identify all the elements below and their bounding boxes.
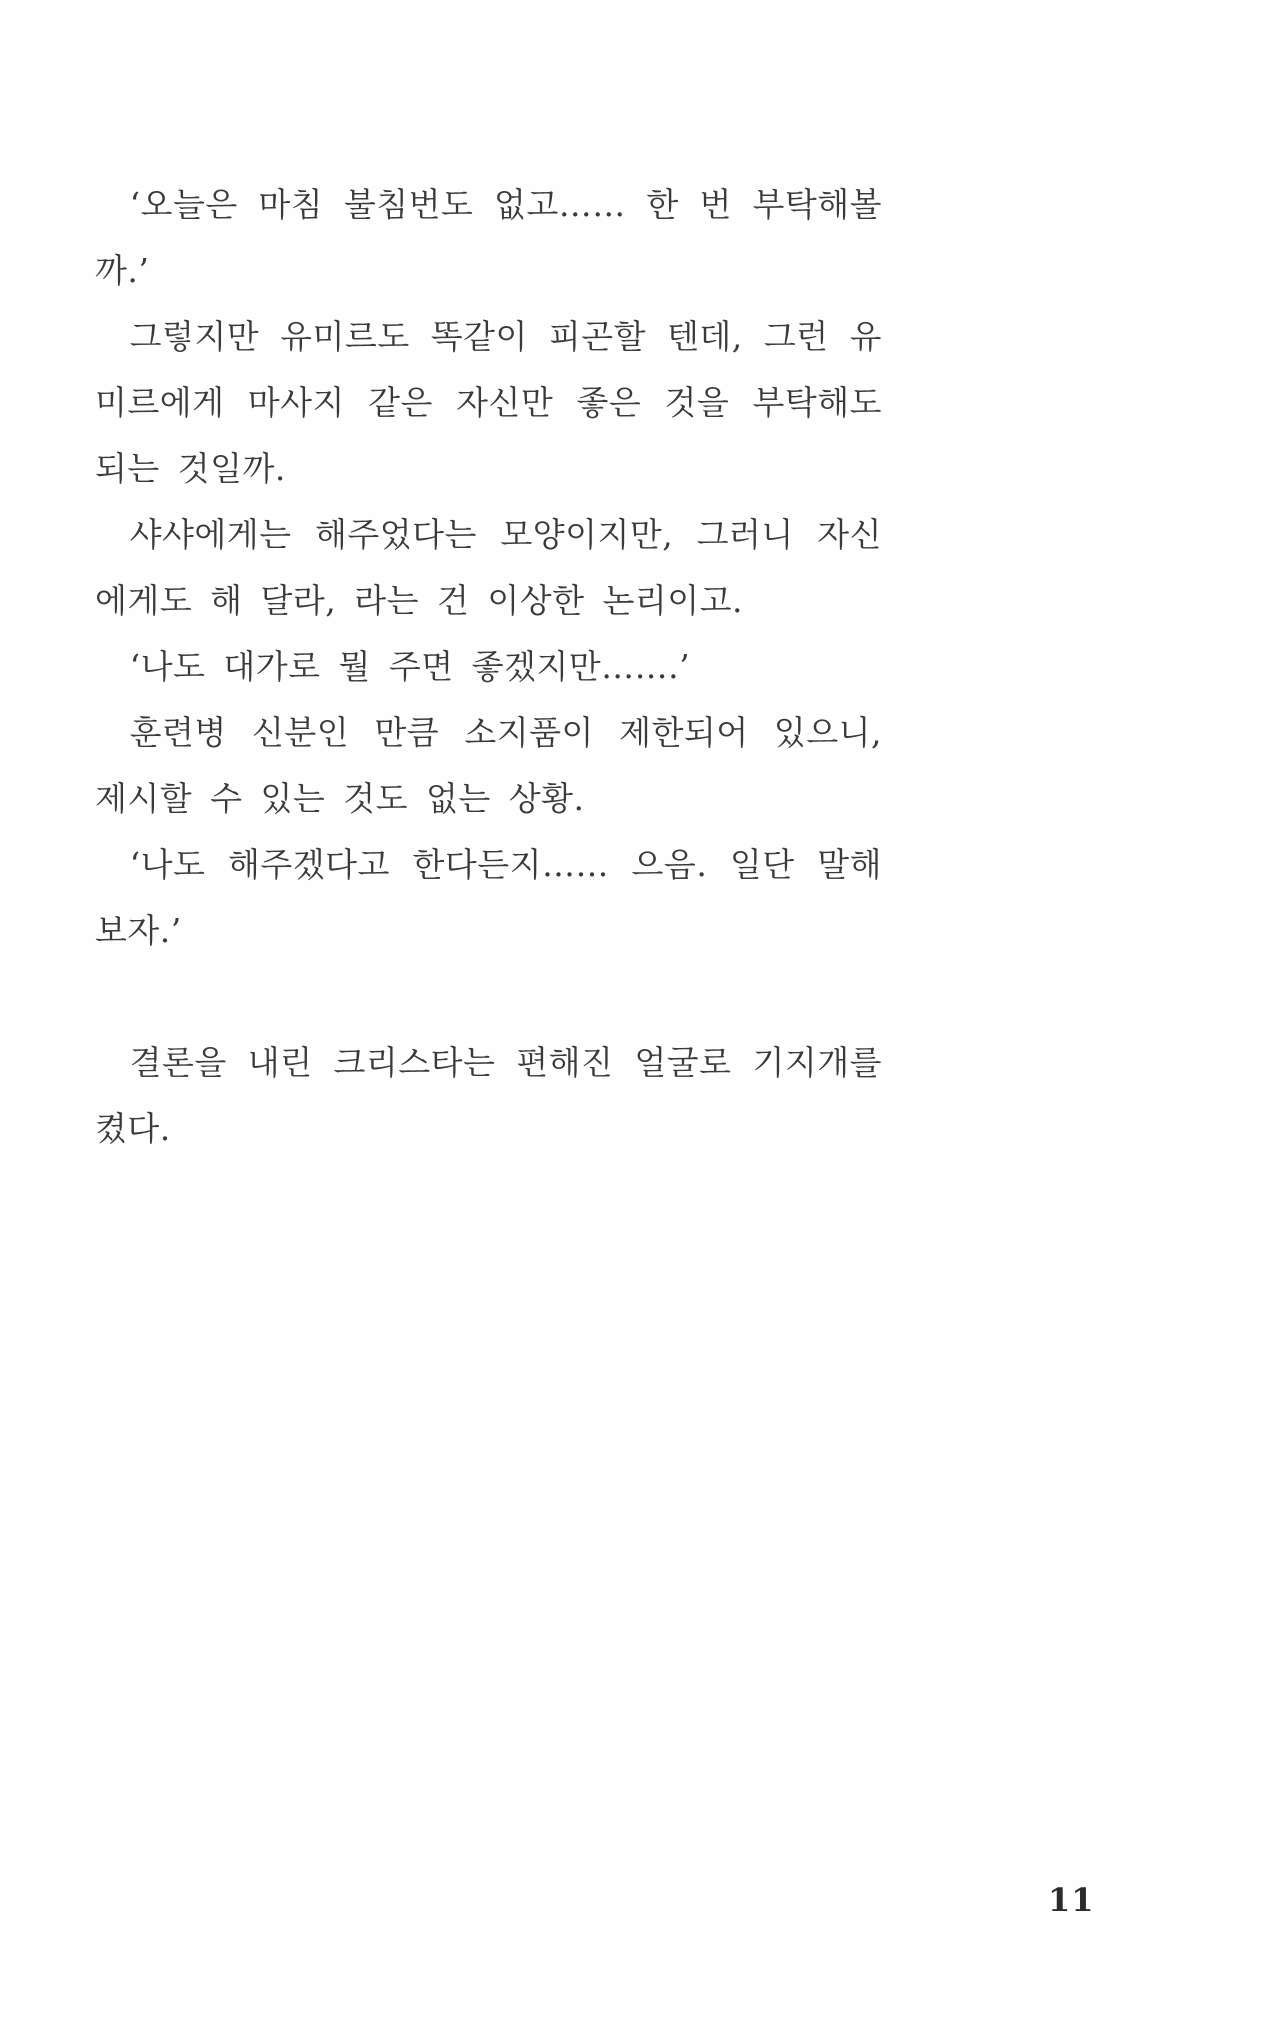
paragraph-quote-6: ‘나도 해주겠다고 한다든지…… 으음. 일단 말해보자.’ <box>95 845 882 950</box>
paragraph-quote-4: ‘나도 대가로 뭘 주면 좋겠지만…….’ <box>129 647 691 686</box>
paragraph-closing: 결론을 내린 크리스타는 편해진 얼굴로 기지개를 켰다. <box>95 1043 882 1148</box>
paragraph-2: 그렇지만 유미르도 똑같이 피곤할 텐데, 그런 유미르에게 마사지 같은 자신만 좋은 것을 부탁해도 되는 것일까. <box>95 317 882 488</box>
paragraph-3: 샤샤에게는 해주었다는 모양이지만, 그러니 자신에게도 해 달라, 라는 건 이상한 논리이고. <box>95 515 882 620</box>
paragraph-quote-1: ‘오늘은 마침 불침번도 없고…… 한 번 부탁해볼까.’ <box>95 185 882 290</box>
page-number: 11 <box>1048 1881 1095 1919</box>
blank-line <box>95 964 882 1030</box>
body-text <box>95 172 882 1162</box>
paragraph-5: 훈련병 신분인 만큼 소지품이 제한되어 있으니, 제시할 수 있는 것도 없는 상황. <box>95 713 882 818</box>
